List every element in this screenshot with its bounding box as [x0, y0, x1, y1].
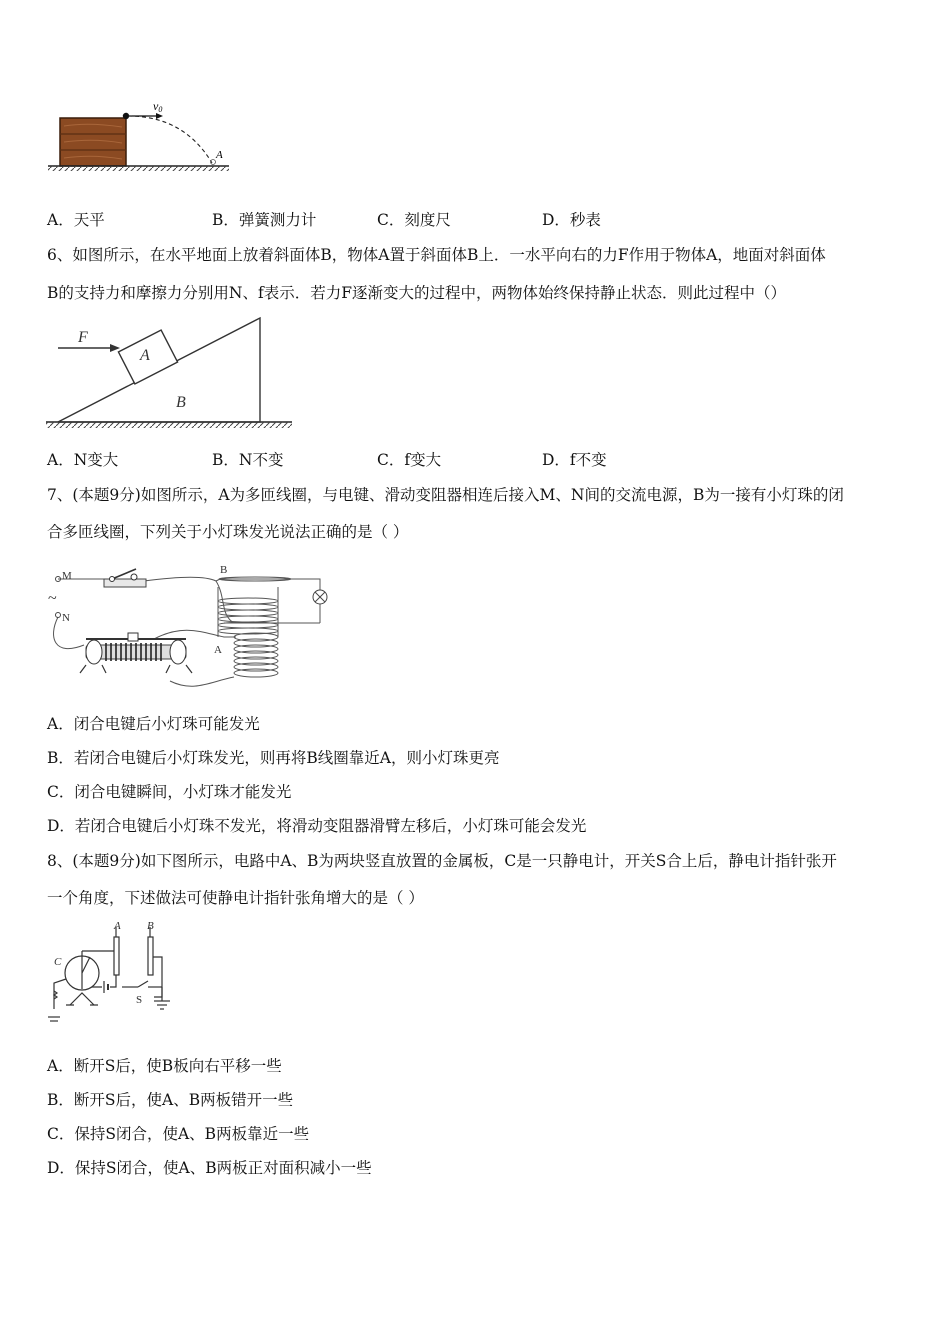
q6-stem-line2: B的支持力和摩擦力分别用N、f表示．若力F逐渐变大的过程中，两物体始终保持静止状态．则此过程中（）	[47, 284, 786, 302]
q7-option-b: B．若闭合电键后小灯珠发光，则再将B线圈靠近A，则小灯珠更亮	[47, 749, 500, 767]
q8-option-c: C．保持S闭合，使A、B两板靠近一些	[47, 1125, 310, 1143]
q5-option-a: A．天平	[47, 211, 105, 229]
knife-switch	[104, 569, 146, 587]
coil-b-label: B	[220, 564, 228, 576]
q7-option-d: D．若闭合电键后小灯珠不发光，将滑动变阻器滑臂左移后，小灯珠可能会发光	[47, 817, 587, 835]
q6-stem-line1: 6、如图所示，在水平地面上放着斜面体B，物体A置于斜面体B上．一水平向右的力F作用于物体A，地面对斜面体	[47, 246, 826, 264]
q8-option-d: D．保持S闭合，使A、B两板正对面积减小一些	[47, 1159, 372, 1177]
q7-option-a: A．闭合电键后小灯珠可能发光	[47, 715, 260, 733]
incline-b-label: B	[176, 394, 186, 411]
plate-a	[114, 937, 119, 975]
lamp	[313, 590, 327, 604]
terminal-n-label: N	[62, 612, 70, 624]
point-a-label: A	[216, 149, 223, 161]
trajectory	[128, 116, 212, 163]
q5-option-d: D．秒表	[542, 211, 601, 229]
electrometer-figure	[44, 917, 184, 1037]
q7-option-c: C．闭合电键瞬间，小灯珠才能发光	[47, 783, 292, 801]
ac-symbol: ~	[48, 590, 57, 607]
meter-c-label: C	[54, 956, 62, 968]
plate-b	[148, 937, 153, 975]
incline-figure	[44, 312, 294, 437]
v0-label: v0	[153, 99, 163, 114]
q5-option-b: B．弹簧测力计	[212, 211, 317, 229]
q7-stem-line1: 7、(本题9分)如图所示，A为多匝线圈，与电键、滑动变阻器相连后接入M、N间的交流电源，B为一接有小灯珠的闭	[47, 486, 844, 504]
coil-b	[218, 587, 278, 637]
coil-a	[234, 633, 278, 677]
q6-option-b: B．N不变	[212, 451, 284, 469]
projectile-figure	[44, 96, 244, 176]
q5-option-c: C．刻度尺	[377, 211, 451, 229]
q8-stem-line2: 一个角度，下述做法可使静电计指针张角增大的是（ ）	[47, 889, 424, 907]
switch-s-label: S	[136, 994, 143, 1006]
force-label: F	[78, 329, 88, 346]
coil-a-label: A	[214, 644, 222, 656]
q8-option-b: B．断开S后，使A、B两板错开一些	[47, 1091, 294, 1109]
block-a-label: A	[140, 347, 150, 364]
q6-option-c: C．f变大	[377, 451, 442, 469]
q7-stem-line2: 合多匝线圈，下列关于小灯珠发光说法正确的是（ ）	[47, 523, 409, 541]
terminal-m-label: M	[62, 570, 72, 582]
rheostat	[80, 633, 192, 673]
q8-option-a: A．断开S后，使B板向右平移一些	[47, 1057, 282, 1075]
plate-a-label: A	[114, 920, 121, 932]
q8-stem-line1: 8、(本题9分)如下图所示，电路中A、B为两块竖直放置的金属板，C是一只静电计，开关S合上后，静电计指针张开	[47, 852, 837, 870]
q6-option-a: A．N变大	[47, 451, 119, 469]
q6-option-d: D．f不变	[542, 451, 607, 469]
coil-circuit-figure	[44, 557, 344, 697]
plate-b-label: B	[147, 920, 154, 932]
